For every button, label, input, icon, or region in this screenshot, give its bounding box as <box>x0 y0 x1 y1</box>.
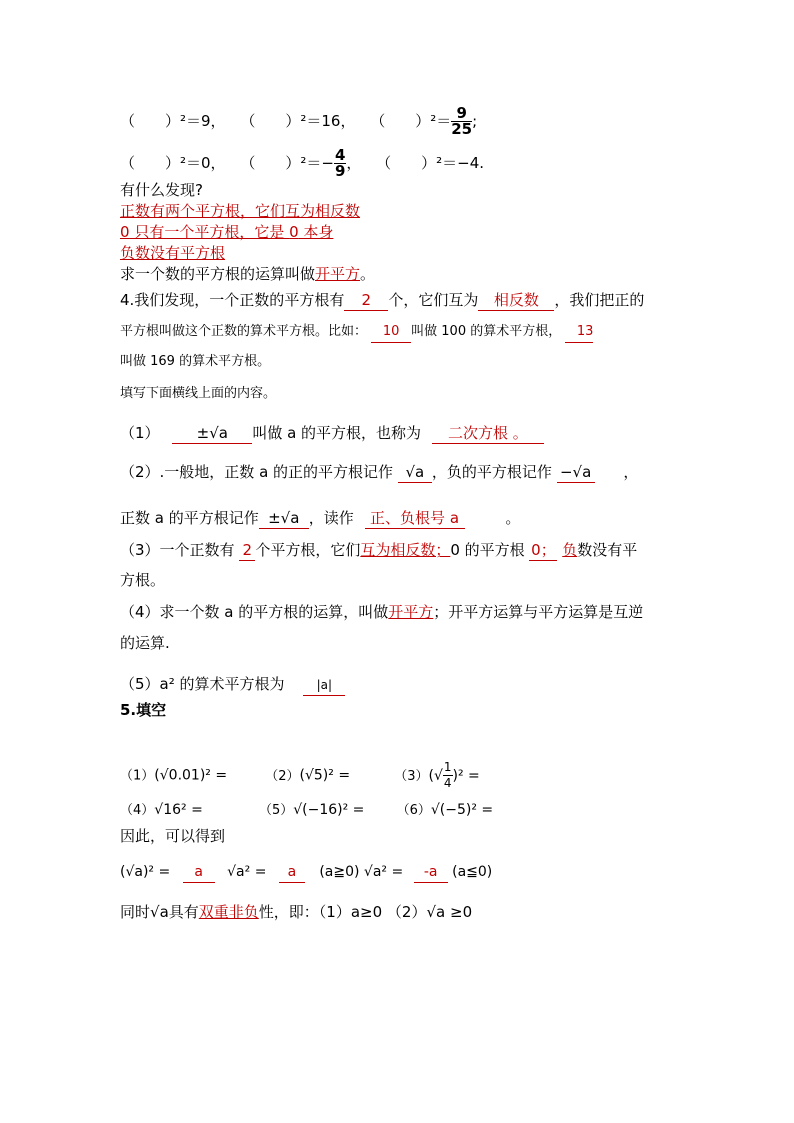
item-5: （5）a² 的算术平方根为 |a| <box>120 674 345 696</box>
answer-huwei-xiangfanshu: 互为相反数； <box>360 541 451 559</box>
eq-square-neg4: （ ）²＝−4. <box>376 154 485 172</box>
eq-square-frac: （ ）²＝ <box>370 112 452 130</box>
definition-square-root-operation: 求一个数的平方根的运算叫做开平方。 <box>120 265 376 283</box>
fill-row-2 <box>120 800 493 821</box>
answer-kaifangfang: 开平方 <box>315 265 361 283</box>
answer-positive-two-roots: 正数有两个平方根，它们互为相反数 <box>120 202 361 220</box>
result-1-answer: a <box>183 862 215 883</box>
answer-zero-one-root: 0 只有一个平方根，它是 0 本身 <box>120 223 334 241</box>
question-discover: 有什么发现? <box>120 181 203 199</box>
square-equation-row-2: （ ）²＝0， （ ）²＝− $\frac{4}{9}$ ， （ ）²＝−4. <box>120 146 485 180</box>
sqrt-a-symbol: √a <box>150 903 169 921</box>
eq-square-neg-frac: （ ）²＝− <box>240 154 334 172</box>
sqrt-a-symbol-2: √a <box>426 903 446 921</box>
fill-4-expr: √16² = <box>154 802 203 818</box>
paragraph-4-line-2: 平方根叫做这个正数的算术平方根。比如： 10 叫做 100 的算术平方根， 13 <box>120 322 593 343</box>
item-2-line-1: （2）.一般地，正数 a 的正的平方根记作 √a ，负的平方根记作 −√a ， <box>120 463 639 481</box>
double-nonnegative-line: 同时√a具有双重非负性，即：（1）a≥0 （2）√a ≥0 <box>120 903 473 921</box>
answer-zero: 0； <box>531 541 556 559</box>
answer-fu: 负 <box>562 541 578 559</box>
answer-erci-fanggen: 二次方根 。 <box>432 423 544 444</box>
square-equation-row-1: （ ）²＝9， （ ）²＝16， （ ）²＝ $\frac{9}{25}$ ; <box>120 104 478 138</box>
fill-6-expr: √(−5)² = <box>430 802 494 818</box>
sqrt-a-negative: −√a <box>557 462 595 483</box>
result-2-condition: (a≧0) <box>319 864 360 880</box>
fraction-9-25: $\frac{9}{25}$ <box>451 104 473 138</box>
result-3-condition: (a≦0) <box>452 864 493 880</box>
result-3-expr: √a² = <box>363 864 404 880</box>
fraction-4-9: $\frac{4}{9}$ <box>334 146 346 180</box>
fill-6-label: （6） <box>396 803 431 818</box>
eq-square-0: （ ）²＝0， <box>120 154 226 172</box>
fill-3-expr: (√ $\frac{1}{4}$ )² = <box>428 760 480 790</box>
paragraph-4-line-1: 4.我们发现，一个正数的平方根有 2 个，它们互为 相反数 ，我们把正的 <box>120 291 645 309</box>
answer-zhengfu-genhao-a: 正、负根号 a <box>365 508 465 529</box>
eq-square-9: （ ）²＝9， <box>120 112 226 130</box>
item-2-line-2: 正数 a 的平方根记作 ±√a ，读作 正、负根号 a 。 <box>120 509 521 527</box>
fill-2-expr: (√5)² = <box>299 767 351 784</box>
answer-3-2: 2 <box>239 540 255 561</box>
fill-1-label: （1） <box>120 768 155 784</box>
fill-1-expr: (√0.01)² = <box>154 767 228 784</box>
answer-xiangfanshu: 相反数 <box>478 290 554 311</box>
fill-instruction: 填写下面横线上面的内容。 <box>120 386 277 401</box>
result-2-expr: √a² = <box>227 864 267 880</box>
fill-4-label: （4） <box>120 803 155 818</box>
eq-square-16: （ ）²＝16， <box>240 112 356 130</box>
result-2-answer: a <box>279 862 305 883</box>
item-1: （1） ±√a 叫做 a 的平方根，也称为 二次方根 。 <box>120 423 544 444</box>
answer-negative-no-root: 负数没有平方根 <box>120 244 226 262</box>
abs-a-answer: |a| <box>303 675 345 696</box>
paragraph-4-line-3: 叫做 169 的算术平方根。 <box>120 354 271 369</box>
plus-minus-sqrt-a-notation: ±√a <box>259 508 309 529</box>
answer-13: 13 <box>565 322 593 343</box>
fill-5-expr: √(−16)² = <box>293 802 365 818</box>
item-3-line-2: 方根。 <box>120 571 166 589</box>
fill-5-label: （5） <box>258 803 294 818</box>
fill-2-label: （2） <box>265 768 300 784</box>
fill-3-label: （3） <box>394 768 429 784</box>
answer-kaipingfang: 开平方 <box>388 603 434 621</box>
answer-2: 2 <box>344 290 388 311</box>
item-4-line-1: （4）求一个数 a 的平方根的运算，叫做开平方；开平方运算与平方运算是互逆 <box>120 603 644 621</box>
answer-shuangchong-feifu: 双重非负 <box>198 903 259 921</box>
answer-10: 10 <box>371 322 411 343</box>
fill-row-1 <box>120 760 480 791</box>
result-3-answer: -a <box>414 862 448 883</box>
result-1-expr: (√a)² = <box>120 864 171 880</box>
results-row <box>120 862 492 883</box>
section-5-title: 5.填空 <box>120 701 167 719</box>
sqrt-a-positive: √a <box>398 462 432 483</box>
item-4-line-2: 的运算. <box>120 634 170 652</box>
therefore-line: 因此，可以得到 <box>120 827 226 845</box>
item-3-line-1: （3）一个正数有 2 个平方根，它们互为相反数；0 的平方根 0； 负数没有平 <box>120 541 638 559</box>
plus-minus-sqrt-a: ±√a <box>172 423 252 444</box>
